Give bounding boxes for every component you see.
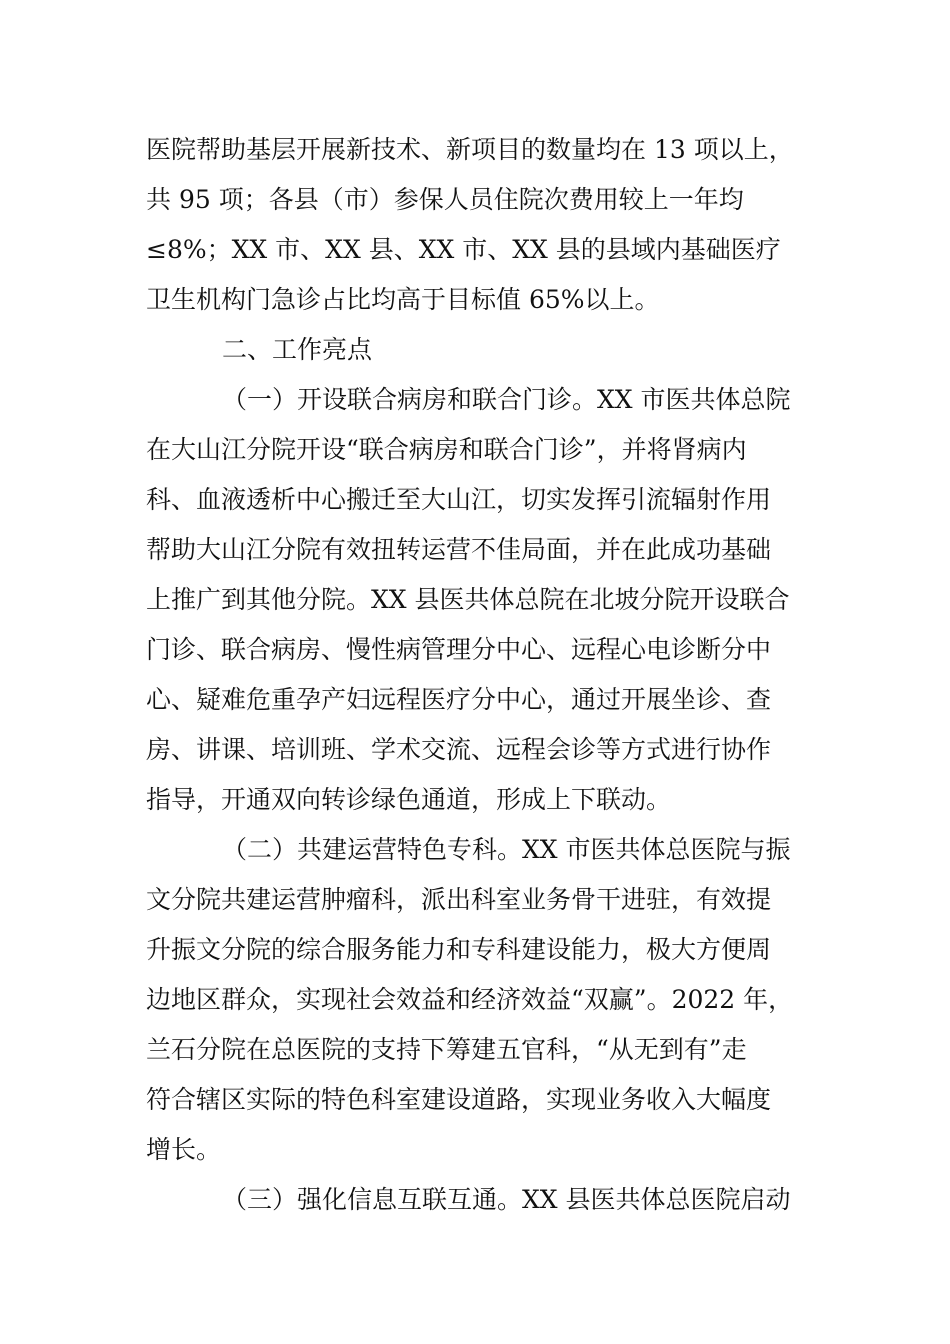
text-line: 边地区群众，实现社会效益和经济效益“双赢”。2022 年， [146,985,794,1014]
text-line: 文分院共建运营肿瘤科，派出科室业务骨干进驻，有效提 [146,885,772,914]
text-line: 在大山江分院开设“联合病房和联合门诊”，并将肾病内 [146,435,747,464]
text-line: 增长。 [146,1135,222,1164]
text-line: 门诊、联合病房、慢性病管理分中心、远程心电诊断分中 [146,635,772,664]
text-line: 房、讲课、培训班、学术交流、远程会诊等方式进行协作 [146,735,772,764]
text-line: 指导，开通双向转诊绿色通道，形成上下联动。 [146,785,672,814]
text-line: 共 95 项；各县（市）参保人员住院次费用较上一年均 [146,185,744,214]
section-heading: 二、工作亮点 [222,335,373,364]
text-line: ≤8%；XX 市、XX 县、XX 市、XX 县的县域内基础医疗 [146,235,781,264]
paragraph-first-line: （一）开设联合病房和联合门诊。XX 市医共体总院 [222,385,791,414]
text-line: 医院帮助基层开展新技术、新项目的数量均在 13 项以上， [146,135,794,164]
text-line: 科、血液透析中心搬迁至大山江，切实发挥引流辐射作用 [146,485,772,514]
text-line: 心、疑难危重孕产妇远程医疗分中心，通过开展坐诊、查 [146,685,772,714]
text-line: 上推广到其他分院。XX 县医共体总院在北坡分院开设联合 [146,585,790,614]
text-line: 升振文分院的综合服务能力和专科建设能力，极大方便周 [146,935,772,964]
paragraph-first-line: （二）共建运营特色专科。XX 市医共体总医院与振 [222,835,791,864]
text-line: 卫生机构门急诊占比均高于目标值 65%以上。 [146,285,660,314]
text-line: 兰石分院在总医院的支持下筹建五官科，“从无到有”走 [146,1035,747,1064]
text-line: 符合辖区实际的特色科室建设道路，实现业务收入大幅度 [146,1085,772,1114]
paragraph-first-line: （三）强化信息互联互通。XX 县医共体总医院启动 [222,1185,791,1214]
text-line: 帮助大山江分院有效扭转运营不佳局面，并在此成功基础 [146,535,772,564]
